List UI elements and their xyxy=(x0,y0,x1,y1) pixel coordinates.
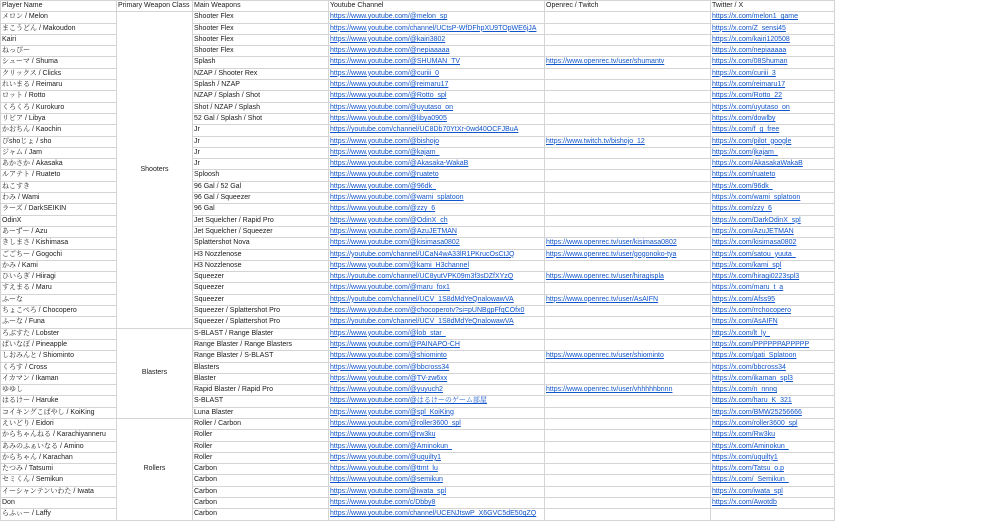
youtube-link[interactable]: https://www.youtube.com/@melon_sp xyxy=(329,12,545,23)
main-weapons: Luna Blaster xyxy=(193,407,329,418)
twitter-link[interactable]: https://x.com/kairi120508 xyxy=(711,34,835,45)
player-name: からちゃんねる / Karachiyanneru xyxy=(1,430,117,441)
twitter-link[interactable]: https://x.com/rrchocopero xyxy=(711,306,835,317)
player-name: シューマ / Shuma xyxy=(1,57,117,68)
main-weapons: Squeezer / Splattershot Pro xyxy=(193,306,329,317)
player-name: らふぃー / Laffy xyxy=(1,509,117,520)
player-name: ロット / Rotto xyxy=(1,91,117,102)
header-openrec-twitch: Openrec / Twitch xyxy=(545,1,711,12)
stream-link[interactable]: https://www.openrec.tv/user/AsAIFN xyxy=(545,294,711,305)
twitter-link[interactable]: https://x.com/96dk_ xyxy=(711,181,835,192)
main-weapons: Carbon xyxy=(193,475,329,486)
stream-link xyxy=(545,441,711,452)
table-row xyxy=(1,12,835,23)
stream-link[interactable]: https://www.openrec.tv/user/kisimasa0802 xyxy=(545,238,711,249)
main-weapons: Jr xyxy=(193,159,329,170)
main-weapons: 96 Gal / Squeezer xyxy=(193,193,329,204)
table-row xyxy=(1,328,835,339)
main-weapons: NZAP / Splash / Shot xyxy=(193,91,329,102)
stream-link xyxy=(545,102,711,113)
twitter-link[interactable]: https://x.com/uyutaso_on xyxy=(711,102,835,113)
stream-link[interactable]: https://www.openrec.tv/user/gogonoko-tya xyxy=(545,249,711,260)
twitter-link[interactable]: https://x.com/curiii_3 xyxy=(711,68,835,79)
twitter-link[interactable]: https://x.com/f_g_free xyxy=(711,125,835,136)
player-name: まこうどん / Makoudon xyxy=(1,23,117,34)
youtube-link[interactable]: https://www.youtube.com/channel/UCENJtswP_X6GVC5dE50qZQ xyxy=(329,509,545,520)
twitter-link[interactable]: https://x.com/maru_t_a xyxy=(711,283,835,294)
twitter-link[interactable]: https://x.com/jkajam_ xyxy=(711,147,835,158)
stream-link[interactable]: https://www.openrec.tv/user/shiominto xyxy=(545,351,711,362)
youtube-link[interactable]: https://www.youtube.com/@Rotto_spl xyxy=(329,91,545,102)
player-name: ふーな xyxy=(1,294,117,305)
youtube-link[interactable]: https://www.youtube.com/@SHUMAN_TV xyxy=(329,57,545,68)
twitter-link[interactable]: https://x.com/Aminokun_ xyxy=(711,441,835,452)
youtube-link[interactable]: https://www.youtube.com/@lob_star_ xyxy=(329,328,545,339)
main-weapons: Jr xyxy=(193,136,329,147)
twitter-link[interactable]: https://x.com/hiragi0223spl3 xyxy=(711,272,835,283)
stream-link xyxy=(545,430,711,441)
player-name: ひいらぎ / Hiiragi xyxy=(1,272,117,283)
main-weapons: Shooter Flex xyxy=(193,23,329,34)
main-weapons: Jr xyxy=(193,125,329,136)
youtube-link[interactable]: https://www.youtube.com/@iwata_spl xyxy=(329,486,545,497)
weapon-class-cell: Shooters xyxy=(117,12,193,328)
stream-link xyxy=(545,159,711,170)
youtube-link[interactable]: https://youtube.com/channel/UC8yutVPK09m3f3sDZfXYzQ xyxy=(329,272,545,283)
twitter-link[interactable]: https://x.com/zzy_6 xyxy=(711,204,835,215)
youtube-link[interactable]: https://www.youtube.com/@uyutaso_on xyxy=(329,102,545,113)
main-weapons: 96 Gal / 52 Gal xyxy=(193,181,329,192)
stream-link xyxy=(545,170,711,181)
player-name: わみ / Wami xyxy=(1,193,117,204)
player-name: はるけー / Haruke xyxy=(1,396,117,407)
twitter-link[interactable]: https://x.com/melon1_game xyxy=(711,12,835,23)
twitter-link[interactable]: https://x.com/AsAIFN xyxy=(711,317,835,328)
youtube-link[interactable]: https://www.youtube.com/@zzy_6 xyxy=(329,204,545,215)
main-weapons: Jr xyxy=(193,147,329,158)
table-row xyxy=(1,418,835,429)
header-main-weapons: Main Weapons xyxy=(193,1,329,12)
player-name: ごごちー / Gogochi xyxy=(1,249,117,260)
main-weapons: Roller xyxy=(193,452,329,463)
stream-link xyxy=(545,486,711,497)
main-weapons: S-BLAST / Range Blaster xyxy=(193,328,329,339)
youtube-link[interactable]: https://www.youtube.com/@libya0905 xyxy=(329,113,545,124)
main-weapons: Splash xyxy=(193,57,329,68)
player-name: ねっぴー xyxy=(1,46,117,57)
twitter-link[interactable]: https://x.com/kami_spl xyxy=(711,260,835,271)
twitter-link[interactable]: https://x.com/BMW25256666 xyxy=(711,407,835,418)
stream-link xyxy=(545,475,711,486)
stream-link xyxy=(545,193,711,204)
player-name: えいどり / Eidori xyxy=(1,418,117,429)
youtube-link[interactable]: https://www.youtube.com/@rw3ku xyxy=(329,430,545,441)
youtube-link[interactable]: https://www.youtube.com/@ttmt_lu xyxy=(329,464,545,475)
main-weapons: Shooter Flex xyxy=(193,34,329,45)
twitter-link[interactable]: https://x.com/_Semikun_ xyxy=(711,475,835,486)
youtube-link[interactable]: https://www.youtube.com/@bishojo xyxy=(329,136,545,147)
twitter-link[interactable]: https://x.com/dowlby xyxy=(711,113,835,124)
main-weapons: Sploosh xyxy=(193,170,329,181)
player-name: Kairi xyxy=(1,34,117,45)
youtube-link[interactable]: https://www.youtube.com/@bbcross34 xyxy=(329,362,545,373)
stream-link xyxy=(545,283,711,294)
twitter-link[interactable]: https://x.com/DarkOdinX_spl xyxy=(711,215,835,226)
twitter-link[interactable]: https://x.com/satou_yuuta_ xyxy=(711,249,835,260)
main-weapons: Shooter Flex xyxy=(193,12,329,23)
main-weapons: Blasters xyxy=(193,362,329,373)
main-weapons: Range Blaster / Range Blasters xyxy=(193,339,329,350)
player-name: ルアテト / Ruateto xyxy=(1,170,117,181)
main-weapons: 52 Gal / Splash / Shot xyxy=(193,113,329,124)
stream-link xyxy=(545,226,711,237)
twitter-link[interactable]: https://x.com/08Shuman xyxy=(711,57,835,68)
twitter-link[interactable]: https://x.com/lt_ly_ xyxy=(711,328,835,339)
player-name: イーシャンテンいわた / Iwata xyxy=(1,486,117,497)
youtube-link[interactable]: https://www.youtube.com/@Aminokun_ xyxy=(329,441,545,452)
stream-link[interactable]: https://www.openrec.tv/user/shumantv xyxy=(545,57,711,68)
stream-link xyxy=(545,339,711,350)
stream-link xyxy=(545,509,711,520)
main-weapons: 96 Gal xyxy=(193,204,329,215)
youtube-link[interactable]: https://www.youtube.com/@kajam_ xyxy=(329,147,545,158)
stream-link xyxy=(545,125,711,136)
main-weapons: Blaster xyxy=(193,373,329,384)
stream-link xyxy=(545,407,711,418)
stream-link xyxy=(545,34,711,45)
main-weapons: Roller xyxy=(193,430,329,441)
stream-link xyxy=(545,373,711,384)
player-name: かみ / Kami xyxy=(1,260,117,271)
main-weapons: Squeezer xyxy=(193,283,329,294)
player-name: OdinX xyxy=(1,215,117,226)
main-weapons: Roller / Carbon xyxy=(193,418,329,429)
main-weapons: Squeezer xyxy=(193,294,329,305)
youtube-link[interactable]: https://www.youtube.com/@shiominto xyxy=(329,351,545,362)
youtube-link[interactable]: https://www.youtube.com/@reimaru17 xyxy=(329,80,545,91)
youtube-link[interactable]: https://www.youtube.com/@curiii_0 xyxy=(329,68,545,79)
player-name: きしまさ / Kishimasa xyxy=(1,238,117,249)
youtube-link[interactable]: https://www.youtube.com/@ruateto xyxy=(329,170,545,181)
twitter-link[interactable]: https://x.com/Afss95 xyxy=(711,294,835,305)
weapon-class-cell: Rollers xyxy=(117,418,193,520)
twitter-link[interactable]: https://x.com/ruateto xyxy=(711,170,835,181)
youtube-link[interactable]: https://www.youtube.com/@semikun xyxy=(329,475,545,486)
youtube-link[interactable]: https://youtube.com/channel/UCV_1S8dMdYeQnalowawVA xyxy=(329,294,545,305)
player-name: しおみんと / Shiominto xyxy=(1,351,117,362)
header-weapon-class: Primary Weapon Class xyxy=(117,1,193,12)
stream-link xyxy=(545,23,711,34)
main-weapons: Roller xyxy=(193,441,329,452)
twitter-link[interactable]: https://x.com/ikaman_spl3 xyxy=(711,373,835,384)
twitter-link[interactable]: https://x.com/wami_splatoon xyxy=(711,193,835,204)
main-weapons: NZAP / Shooter Rex xyxy=(193,68,329,79)
youtube-link[interactable]: https://www.youtube.com/@PAINAPO-CH xyxy=(329,339,545,350)
player-name: メロン / Melon xyxy=(1,12,117,23)
player-name: ジャム / Jam xyxy=(1,147,117,158)
youtube-link[interactable]: https://www.youtube.com/@AzuJETMAN xyxy=(329,226,545,237)
main-weapons: Carbon xyxy=(193,464,329,475)
youtube-link[interactable]: https://www.youtube.com/c/Dbby8 xyxy=(329,498,545,509)
player-name: リビア / Libya xyxy=(1,113,117,124)
main-weapons: Splash / NZAP xyxy=(193,80,329,91)
player-name: クリックス / Clicks xyxy=(1,68,117,79)
youtube-link[interactable]: https://www.youtube.com/@TV-zw6xx xyxy=(329,373,545,384)
twitter-link[interactable]: https://x.com/bbcross34 xyxy=(711,362,835,373)
player-name: ラーズ / DarkSEIKIN xyxy=(1,204,117,215)
twitter-link[interactable]: https://x.com/Z_sensi45 xyxy=(711,23,835,34)
stream-link xyxy=(545,317,711,328)
main-weapons: Range Blaster / S-BLAST xyxy=(193,351,329,362)
player-name: ちょこぺろ / Chocopero xyxy=(1,306,117,317)
player-name: れいまる / Reimaru xyxy=(1,80,117,91)
main-weapons: Jet Squelcher / Rapid Pro xyxy=(193,215,329,226)
main-weapons: Squeezer / Splattershot Pro xyxy=(193,317,329,328)
main-weapons: Rapid Blaster / Rapid Pro xyxy=(193,385,329,396)
twitter-link[interactable]: https://x.com/AzuJETMAN xyxy=(711,226,835,237)
main-weapons: Splattershot Nova xyxy=(193,238,329,249)
stream-link xyxy=(545,80,711,91)
stream-link[interactable]: https://www.openrec.tv/user/vhhhhhbnnn xyxy=(545,385,711,396)
youtube-link[interactable]: https://www.youtube.com/@kisimasa0802 xyxy=(329,238,545,249)
youtube-link[interactable]: https://www.youtube.com/@はるけーのゲーム部屋 xyxy=(329,396,545,407)
stream-link[interactable]: https://www.twitch.tv/bishojo_12 xyxy=(545,136,711,147)
youtube-link[interactable]: https://www.youtube.com/@kairi3802 xyxy=(329,34,545,45)
header-row xyxy=(1,1,835,12)
stream-link xyxy=(545,464,711,475)
stream-link xyxy=(545,328,711,339)
twitter-link[interactable]: https://x.com/iwata_spl xyxy=(711,486,835,497)
stream-link xyxy=(545,362,711,373)
stream-link xyxy=(545,91,711,102)
player-name: セミくん / Semikun xyxy=(1,475,117,486)
twitter-link[interactable]: https://x.com/reimaru17 xyxy=(711,80,835,91)
youtube-link[interactable]: https://youtube.com/channel/UCaN4wA33lR1PKrucOsCtJQ xyxy=(329,249,545,260)
main-weapons: Carbon xyxy=(193,498,329,509)
stream-link xyxy=(545,12,711,23)
player-name: あーずー / Azu xyxy=(1,226,117,237)
player-name: イカマン / Ikaman xyxy=(1,373,117,384)
twitter-link[interactable]: https://x.com/Rw3ku xyxy=(711,430,835,441)
twitter-link[interactable]: https://x.com/PPPPPPAPPPPP xyxy=(711,339,835,350)
main-weapons: Jet Squelcher / Squeezer xyxy=(193,226,329,237)
youtube-link[interactable]: https://www.youtube.com/@96dk_ xyxy=(329,181,545,192)
youtube-link[interactable]: https://youtube.com/channel/UC8Db70YtXr-0wd40OCFJBuA xyxy=(329,125,545,136)
main-weapons: H3 Nozzlenose xyxy=(193,249,329,260)
header-twitter: Twitter / X xyxy=(711,1,835,12)
youtube-link[interactable]: https://www.youtube.com/@spl_KoiKing xyxy=(329,407,545,418)
twitter-link[interactable]: https://x.com/kisimasa0802 xyxy=(711,238,835,249)
main-weapons: Carbon xyxy=(193,509,329,520)
stream-link xyxy=(545,181,711,192)
player-name: かおちん / Kaochin xyxy=(1,125,117,136)
stream-link xyxy=(545,306,711,317)
player-name: あみのふぁいなる / Amino xyxy=(1,441,117,452)
player-name: くろくろ / Kurokuro xyxy=(1,102,117,113)
twitter-link xyxy=(711,509,835,520)
twitter-link[interactable]: https://x.com/Awotdb xyxy=(711,498,835,509)
youtube-link[interactable]: https://www.youtube.com/@maru_fox1 xyxy=(329,283,545,294)
player-name: からちゃん / Karachan xyxy=(1,452,117,463)
main-weapons: Shot / NZAP / Splash xyxy=(193,102,329,113)
youtube-link[interactable]: https://www.youtube.com/@kami_H3channel xyxy=(329,260,545,271)
twitter-link[interactable]: https://x.com/roller3600_spl xyxy=(711,418,835,429)
stream-link xyxy=(545,418,711,429)
stream-link xyxy=(545,68,711,79)
main-weapons: H3 Nozzlenose xyxy=(193,260,329,271)
header-player-name: Player Name xyxy=(1,1,117,12)
twitter-link[interactable]: https://x.com/pilot_google xyxy=(711,136,835,147)
player-name: Don xyxy=(1,498,117,509)
youtube-link[interactable]: https://www.youtube.com/@roller3600_spl xyxy=(329,418,545,429)
twitter-link[interactable]: https://x.com/nepiaaaaa xyxy=(711,46,835,57)
twitter-link[interactable]: https://x.com/gati_Splatoon xyxy=(711,351,835,362)
stream-link xyxy=(545,147,711,158)
youtube-link[interactable]: https://www.youtube.com/@wami_splatoon xyxy=(329,193,545,204)
player-name: くろす / Cross xyxy=(1,362,117,373)
youtube-link[interactable]: https://www.youtube.com/@uquilty1 xyxy=(329,452,545,463)
twitter-link[interactable]: https://x.com/Tatsu_o.p xyxy=(711,464,835,475)
youtube-link[interactable]: https://www.youtube.com/@yuyuch2 xyxy=(329,385,545,396)
player-name: ぴshoじょ / sho xyxy=(1,136,117,147)
twitter-link[interactable]: https://x.com/n_nnnq xyxy=(711,385,835,396)
player-name: ゆゆし xyxy=(1,385,117,396)
main-weapons: Shooter Flex xyxy=(193,46,329,57)
player-name: コイキングこばやし / KoiKing xyxy=(1,407,117,418)
youtube-link[interactable]: https://www.youtube.com/@Akasaka-WakaB xyxy=(329,159,545,170)
player-name: ぱいなぽ / Pineapple xyxy=(1,339,117,350)
player-name: ろぶすた / Lobster xyxy=(1,328,117,339)
stream-link xyxy=(545,498,711,509)
stream-link[interactable]: https://www.openrec.tv/user/hiragispla xyxy=(545,272,711,283)
twitter-link[interactable]: https://x.com/AkasakaWakaB xyxy=(711,159,835,170)
player-name: ふーな / Funa xyxy=(1,317,117,328)
player-name: ねこすき xyxy=(1,181,117,192)
main-weapons: Squeezer xyxy=(193,272,329,283)
twitter-link[interactable]: https://x.com/haru_K_321 xyxy=(711,396,835,407)
player-name: すえまる / Maru xyxy=(1,283,117,294)
player-name: たつみ / Tatsumi xyxy=(1,464,117,475)
stream-link xyxy=(545,260,711,271)
main-weapons: S-BLAST xyxy=(193,396,329,407)
stream-link xyxy=(545,46,711,57)
stream-link xyxy=(545,396,711,407)
stream-link xyxy=(545,452,711,463)
youtube-link[interactable]: https://www.youtube.com/@chocoperotv?si=pUNBgpFfqCOfx0 xyxy=(329,306,545,317)
stream-link xyxy=(545,215,711,226)
weapon-class-cell: Blasters xyxy=(117,328,193,418)
main-weapons: Carbon xyxy=(193,486,329,497)
youtube-link[interactable]: https://www.youtube.com/@nepiaaaaa xyxy=(329,46,545,57)
youtube-link[interactable]: https://www.youtube.com/@OdinX_ch xyxy=(329,215,545,226)
stream-link xyxy=(545,204,711,215)
header-youtube: Youtube Channel xyxy=(329,1,545,12)
stream-link xyxy=(545,113,711,124)
player-name: あかさか / Akasaka xyxy=(1,159,117,170)
twitter-link[interactable]: https://x.com/uquilty1 xyxy=(711,452,835,463)
youtube-link[interactable]: https://www.youtube.com/channel/UCtsP-WfDFhpXU9TOpWE6jJA xyxy=(329,23,545,34)
twitter-link[interactable]: https://x.com/Rotto_22 xyxy=(711,91,835,102)
youtube-link[interactable]: https://youtube.com/channel/UCV_1S8dMdYeQnalowawVA xyxy=(329,317,545,328)
